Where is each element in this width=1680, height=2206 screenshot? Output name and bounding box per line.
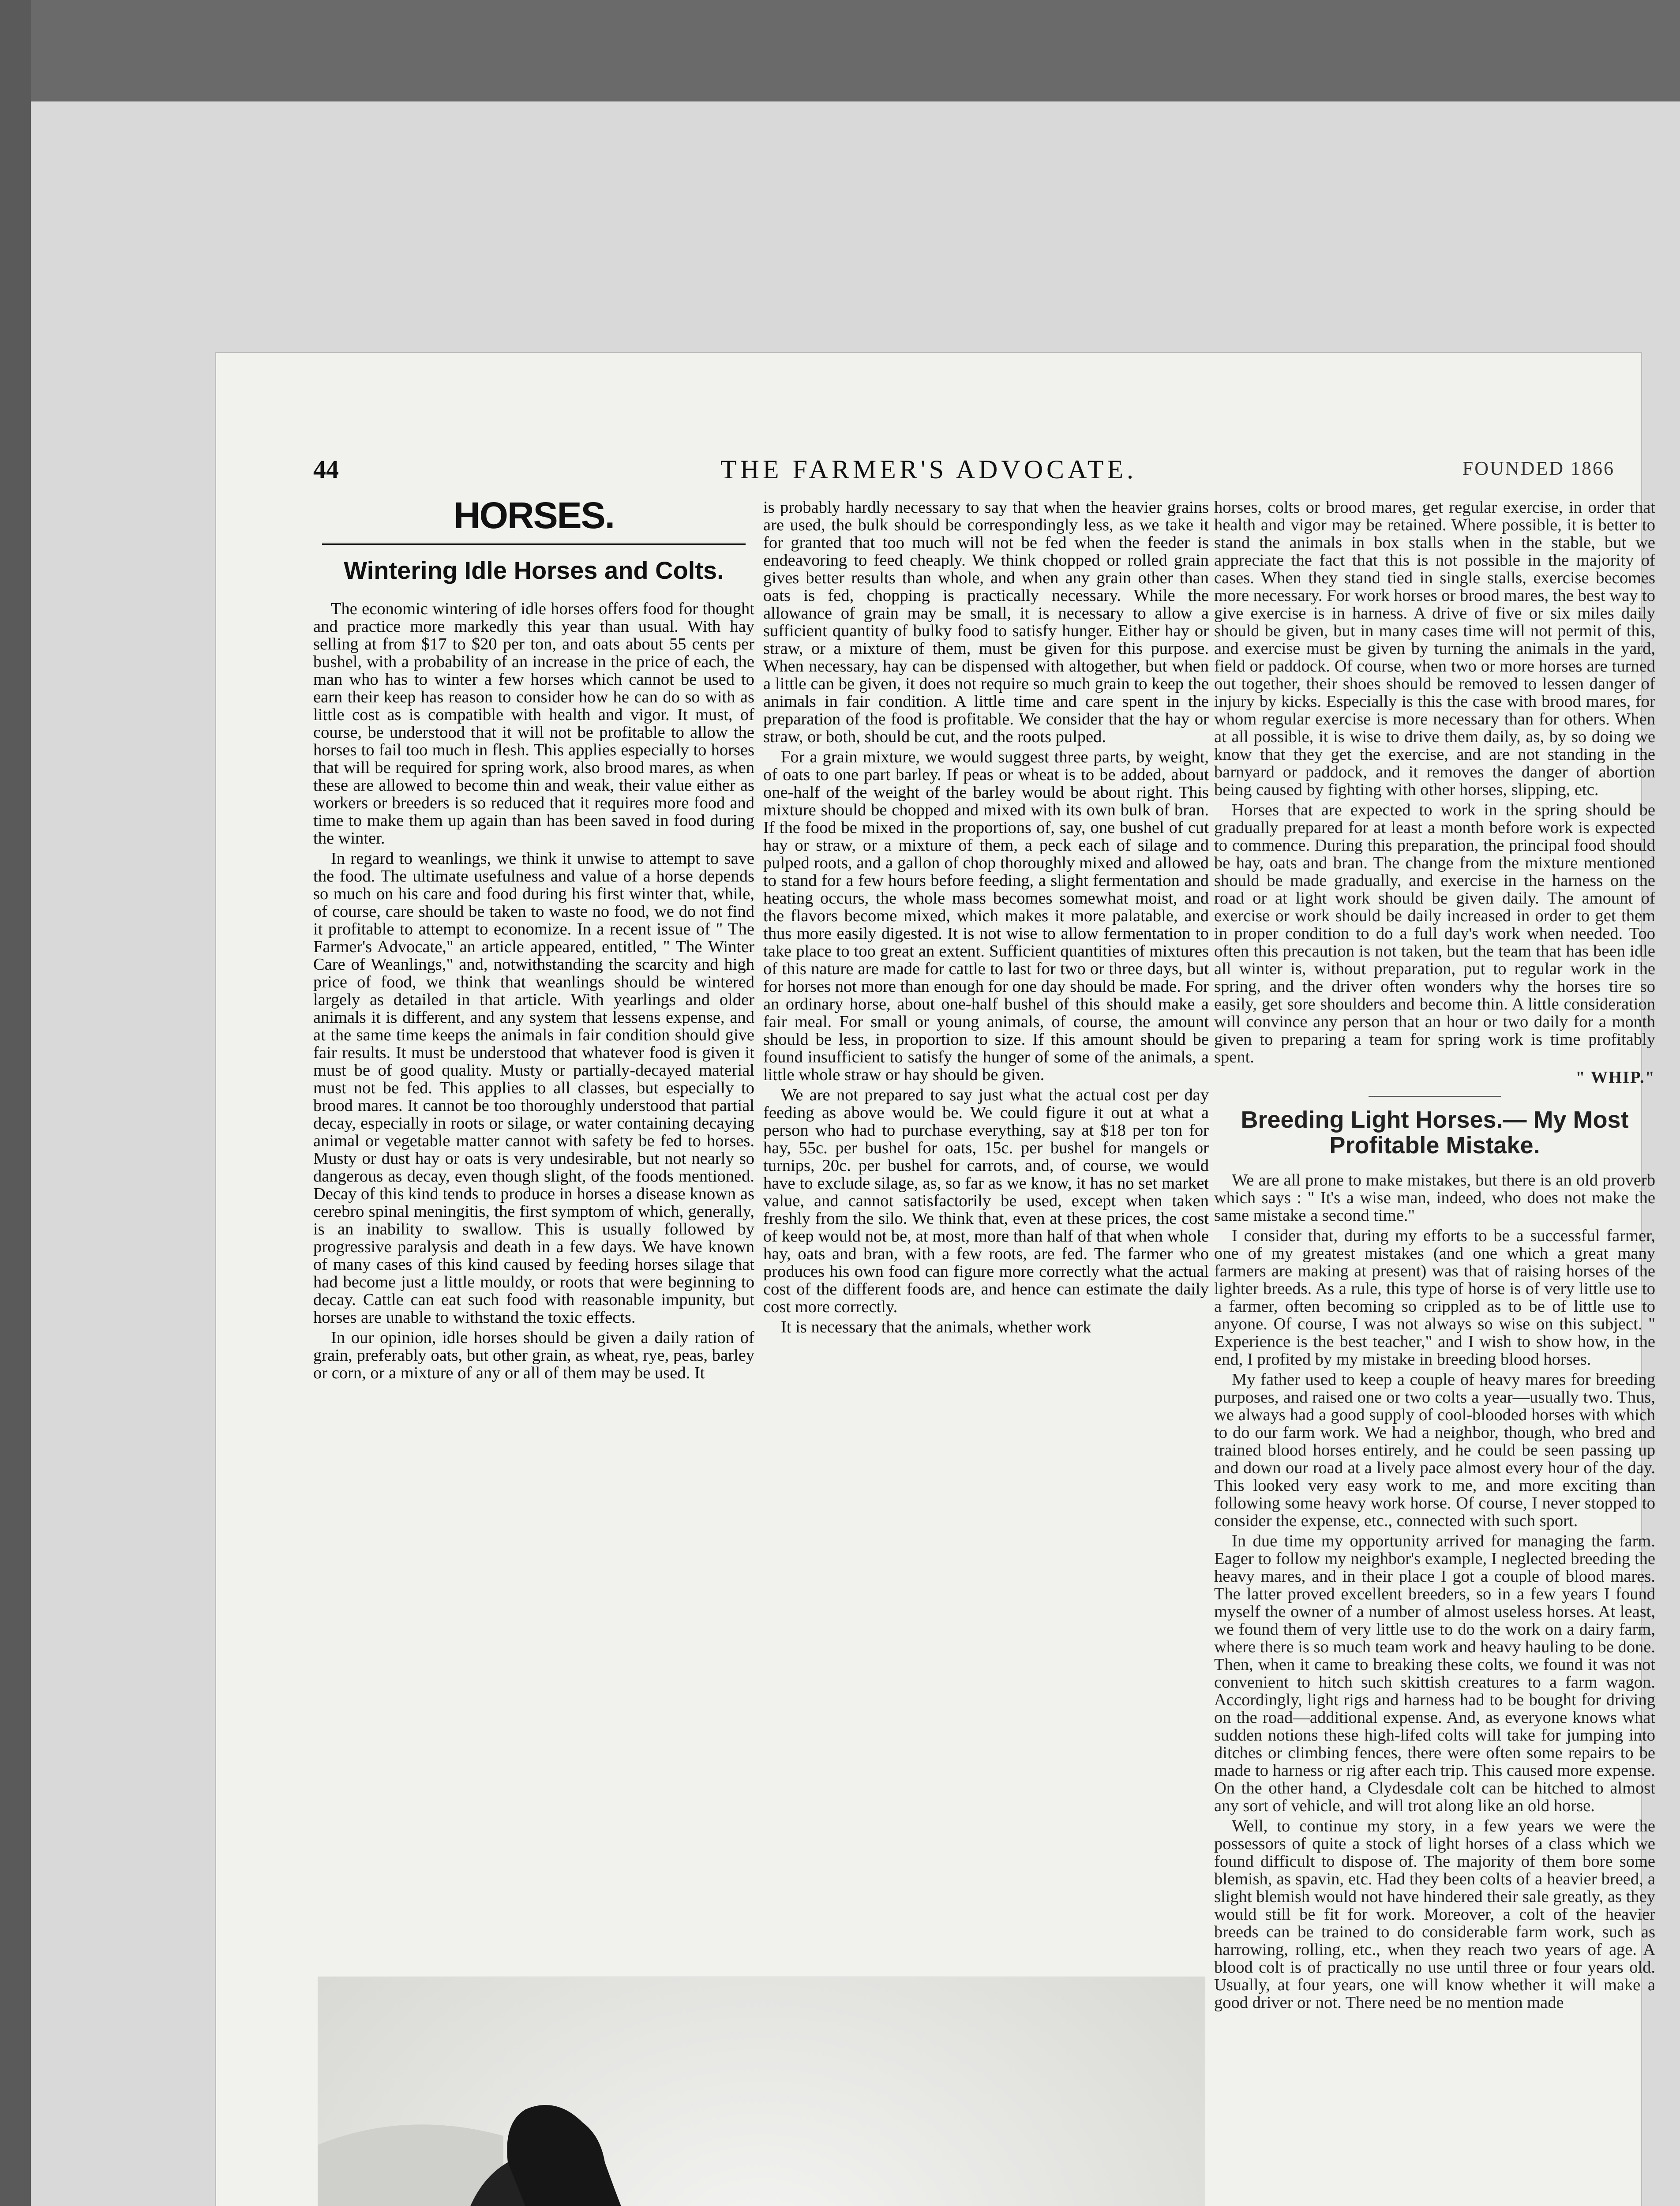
page-header xyxy=(216,454,1641,494)
horse-photograph xyxy=(318,1977,1205,2206)
paragraph: is probably hardly necessary to say that when the heavier grains are used, the bulk should be correspondingly less, as we take it for granted that too much will not be fed when the feeder is endeavoring to feed cheaply. We think chopped or rolled grain gives better results than whole, and when any grain other than oats is fed, chopping is practically necessary. While the allowance of grain may be small, it is necessary to allow a sufficient quantity of bulky food to satisfy hunger. Either hay or straw, or a mixture of them, must be given for this purpose. When necessary, hay can be dispensed with altogether, but when a little can be given, it does not require so much grain to keep the animals in fair condition. A little time and care spent in the preparation of the food is profitable. We consider that the hay or straw, or both, should be cut, and the roots pulped. xyxy=(763,499,1209,746)
section-rule xyxy=(322,543,746,545)
paragraph: My father used to keep a couple of heavy mares for breeding purposes, and raised one or two colts a year—usually two. Thus, we always had a good supply of cool-blooded horses with which to do our farm work. We had a neighbor, though, who bred and trained blood horses entirely, and he could be seen passing up and down our road at a lively pace almost every hour of the day. This looked very easy work to me, and more exciting than following some heavy work horse. Of course, I never stopped to consider the expense, etc., connected with such sport. xyxy=(1214,1370,1655,1530)
paragraph: Horses that are expected to work in the spring should be gradually prepared for at least a month before work is expected to commence. During this preparation, the principal food should be hay, oats and bran. The change from the mixture mentioned should be made gradually, and exercise in the harness on the road or at light work should be given daily. The amount of exercise or work should be daily increased in order to get them in proper condition to do a full day's work when needed. Too often this precaution is not taken, but the team that has been idle all winter is, without preparation, put to regular work in the spring, and the driver often wonders why the horses tire so easily, get sore shoulders and become thin. A little consideration will convince any person that an hour or two daily for a month given to preparing a team for spring work is time profitably spent. xyxy=(1214,801,1655,1066)
masthead-title: THE FARMER'S ADVOCATE. xyxy=(720,455,1137,484)
section-heading: HORSES. xyxy=(453,495,615,536)
article-divider xyxy=(1369,1096,1501,1097)
founded-line: FOUNDED 1866 xyxy=(1462,458,1615,479)
author-signature: " WHIP." xyxy=(1575,1068,1655,1087)
article-title: Wintering Idle Horses and Colts. xyxy=(344,556,724,584)
paragraph: We are all prone to make mistakes, but there is an old proverb which says : " It's a wise man, indeed, who does not make the same mistake a second time." xyxy=(1214,1171,1655,1225)
paragraph: Well, to continue my story, in a few years we were the possessors of quite a stock of light horses of a class which we found difficult to dispose of. The majority of them bore some blemish, as spavin, etc. Had they been colts of a heavier breed, a slight blemish would not have hindered their sale greatly, as they would still be fit for work. Moreover, a colt of the heavier breeds can be trained to do considerable farm work, such as harrowing, rolling, etc., when they reach two years of age. A blood colt is of practically no use until three or four years old. Usually, at four years, one will know whether it will make a good driver or not. There need be no mention made xyxy=(1214,1817,1655,2012)
paragraph: I consider that, during my efforts to be a successful farmer, one of my greatest mistakes (and one which a great many farmers are making at present) was that of raising horses of the lighter breeds. As a rule, this type of horse is of very little use to a farmer, often becoming so crippled as to be of little use to anyone. Of course, I was not always so wise on this subject. " Experience is the best teacher," and I wish to show how, in the end, I profited by my mistake in breeding blood horses. xyxy=(1214,1227,1655,1369)
paragraph: We are not prepared to say just what the actual cost per day feeding as above would be. We could figure it out at what a person who had to purchase everything, say at $18 per ton for hay, 55c. per bushel for oats, 15c. per bushel for mangels or turnips, 20c. per bushel for carrots, and, of course, we would have to exclude silage, as, so far as we know, it has no set market value, and cannot satisfactorily be used, except when taken freshly from the silo. We think that, even at these prices, the cost of keep would not be, at most, more than half of that when whole hay, oats and bran, with a few roots, are fed. The farmer who produces his own food can figure more correctly what the actual cost of the different foods are, and hence can estimate the daily cost more correctly. xyxy=(763,1086,1209,1316)
column-1 xyxy=(313,600,754,1946)
page-number: 44 xyxy=(313,455,339,484)
paragraph: In regard to weanlings, we think it unwise to attempt to save the food. The ultimate usefulness and value of a horse depends so much on his care and food during his first winter that, while, of course, care should be taken to waste no food, we do not find it profitable to attempt to economize. In a recent issue of " The Farmer's Advocate," an article appeared, entitled, " The Winter Care of Weanlings," and, notwithstanding the scarcity and high price of food, we think that weanlings should be wintered largely as detailed in that article. With yearlings and older animals it is different, and any system that lessens expense, and at the same time keeps the animals in fair condition should give fair results. It must be understood that whatever food is given it must be of good quality. Musty or partially-decayed material must not be fed. This applies to all classes, but especially to brood mares. It cannot be too thoroughly understood that partial decay, especially in roots or silage, or water containing decaying animal or vegetable matter cannot with safety be fed to horses. Musty or dust hay or oats is very undesirable, but not nearly so dangerous as decay, even though slight, of the foods mentioned. Decay of this kind tends to produce in horses a disease known as cerebro spinal meningitis, the first symptom of which, generally, is an inability to swallow. This is usually followed by progressive paralysis and death in a few days. We have known of many cases of this kind caused by feeding horses silage that had become just a little mouldy, or roots that were beginning to decay. Cattle can eat such food with reasonable impunity, but horses are unable to withstand the toxic effects. xyxy=(313,849,754,1327)
column-3 xyxy=(1214,499,1655,2206)
film-border-left xyxy=(0,0,31,2206)
clydesdale-stallion-image xyxy=(318,1977,1205,2206)
article-title-2: Breeding Light Horses.— My Most Profitable Mistake. xyxy=(1241,1107,1629,1159)
paragraph: It is necessary that the animals, whether work xyxy=(781,1318,1091,1336)
paragraph: horses, colts or brood mares, get regular exercise, in order that health and vigor may be retained. Where possible, it is better to stand the animals in box stalls when in the stable, but we appreciate the fact that this is not possible in the majority of cases. When they stand tied in single stalls, exercise becomes more necessary. For work horses or brood mares, the best way to give exercise is in harness. A drive of five or six miles daily should be given, but in many cases time will not permit of this, and exercise must be given by turning the animals in the yard, field or paddock. Of course, when two or more horses are turned out together, their shoes should be removed to lessen danger of injury by kicks. Especially is this the case with brood mares, for whom regular exercise is more necessary than for others. When at all possible, it is wise to drive them daily, as, by so doing we know that they get the exercise, and are not standing in the barnyard or paddock, and it removes the danger of abortion being caused by fighting with other horses, slipping, etc. xyxy=(1214,499,1655,799)
column-2 xyxy=(763,499,1209,1950)
paragraph: For a grain mixture, we would suggest three parts, by weight, of oats to one part barley. If peas or wheat is to be added, about one-half of the weight of the barley would be about right. This mixture should be chopped and mixed with its own bulk of bran. If the food be mixed in the proportions of, say, one bushel of cut hay or straw, or a mixture of them, a peck each of silage and pulped roots, and a gallon of chop thoroughly mixed and allowed to stand for a few hours before feeding, a slight fermentation and heating occurs, the whole mass becomes somewhat moist, and the flavors become mixed, which makes it more palatable, and thus more easily digested. It is not wise to allow fermentation to take place to too great an extent. Sufficient quantities of mixtures of this nature are made for cattle to last for two or three days, but for horses not more than enough for one day should be made. For an ordinary horse, about one-half bushel of this should make a fair meal. For small or young animals, of course, the amount should be less, in proportion to size. If this amount should be found insufficient to satisfy the hunger of some of the animals, a little whole straw or hay should be given. xyxy=(763,748,1209,1084)
paragraph: In due time my opportunity arrived for managing the farm. Eager to follow my neighbor's example, I neglected breeding the heavy mares, and in their place I got a couple of blood mares. The latter proved excellent breeders, so in a few years I found myself the owner of a number of almost useless horses. At least, we found them of very little use to do the work on a dairy farm, where there is so much team work and heavy hauling to be done. Then, when it came to breaking these colts, we found it was not convenient to hitch such skittish creatures to a farm wagon. Accordingly, light rigs and harness had to be bought for driving on the road—additional expense. And, as everyone knows what sudden notions these high-lifed colts will take for jumping into ditches or climbing fences, there were often some repairs to be made to harness or rig after each trip. This caused more expense. On the other hand, a Clydesdale colt can be hitched to almost any sort of vehicle, and will trot along like an old horse. xyxy=(1214,1532,1655,1815)
paragraph: The economic wintering of idle horses offers food for thought and practice more markedly this year than usual. With hay selling at from $17 to $20 per ton, and oats about 55 cents per bushel, with a probability of an increase in the price of each, the man who has to winter a few horses which cannot be used to earn their keep has reason to consider how he can do so with as little cost as is compatible with health and vigor. It must, of course, be understood that it will not be profitable to allow the horses to fail too much in flesh. This applies especially to horses that will be required for spring work, also brood mares, as when these are allowed to become thin and weak, their value either as workers or breeders is so reduced that it requires more food and time to make them up again than has been saved in food during the winter. xyxy=(313,600,754,848)
film-border-top xyxy=(0,0,1680,101)
paragraph: In our opinion, idle horses should be given a daily ration of grain, preferably oats, but other grain, as wheat, rye, peas, barley or corn, or a mixture of any or all of them may be used. It xyxy=(313,1328,754,1382)
newspaper-page xyxy=(216,353,1655,2206)
